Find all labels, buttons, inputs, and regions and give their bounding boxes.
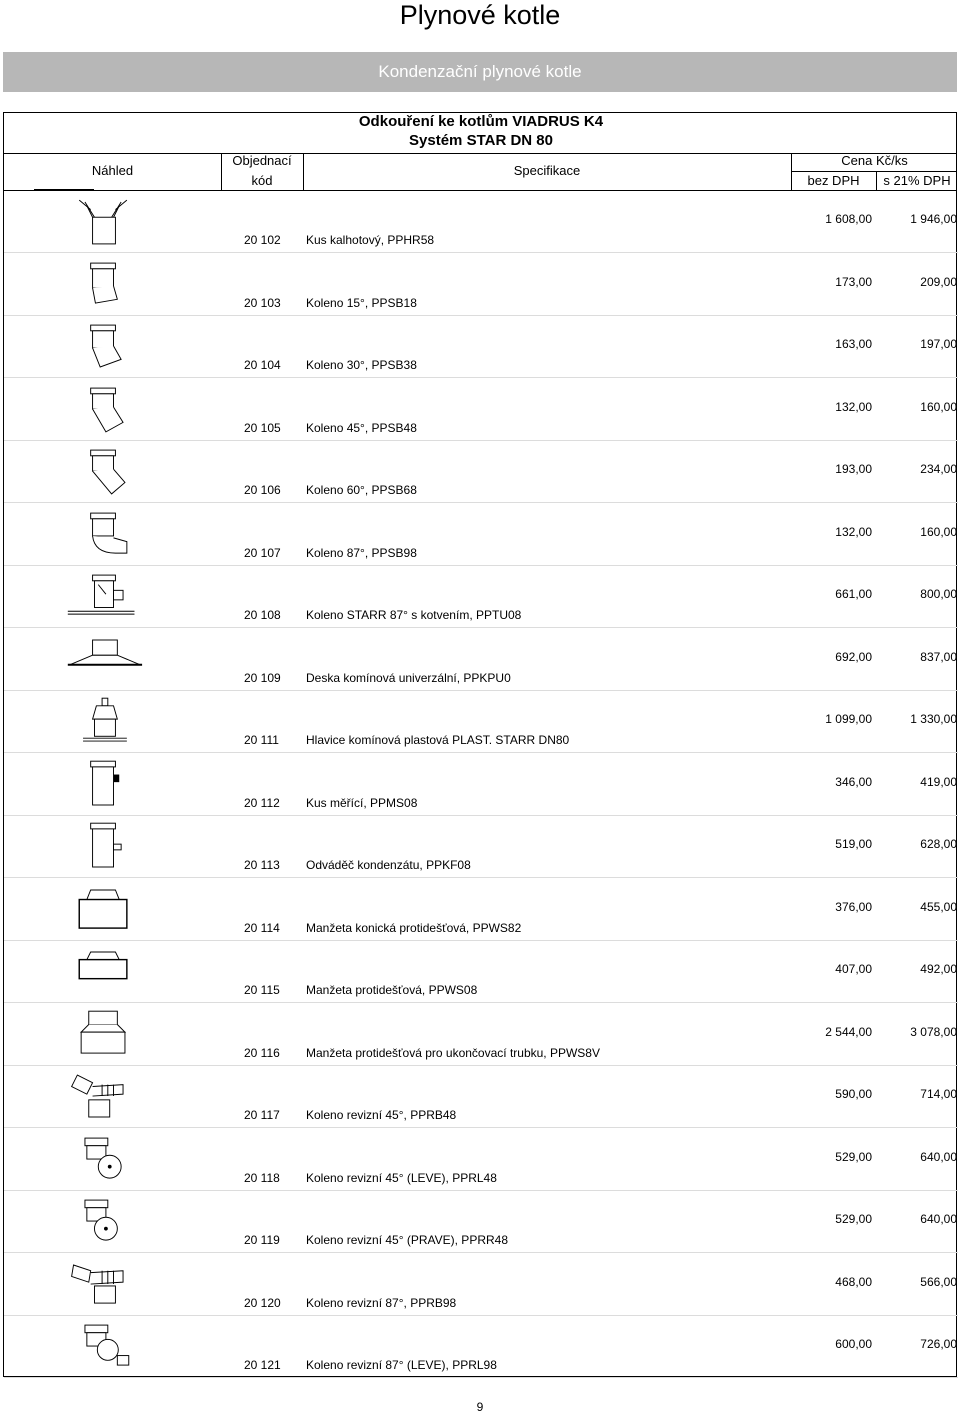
specification: Koleno 87°, PPSB98 (306, 545, 417, 560)
price-table (3, 112, 957, 1377)
table-row (4, 1191, 958, 1253)
table-subtitle: Systém STAR DN 80 (409, 132, 553, 149)
inspection-elbow-87-icon (64, 1258, 144, 1312)
col-header-price: Cena Kč/ks (841, 153, 908, 168)
price-with-vat: 640,00 (920, 1149, 957, 1164)
table-row (4, 879, 958, 941)
price-no-vat: 132,00 (835, 399, 872, 414)
page-number: 9 (476, 1400, 484, 1414)
price-with-vat: 726,00 (920, 1337, 957, 1351)
order-code: 20 102 (244, 233, 281, 247)
price-no-vat: 529,00 (835, 1149, 872, 1164)
price-with-vat: 566,00 (920, 1274, 957, 1289)
elbow-15-icon (64, 258, 144, 312)
col-header-price-vat: s 21% DPH (883, 173, 951, 188)
specification: Manžeta protidešťová pro ukončovací trubku, PPWS8V (306, 1045, 600, 1060)
table-row (4, 566, 958, 628)
price-with-vat: 419,00 (920, 774, 957, 789)
specification: Koleno revizní 87° (LEVE), PPRL98 (306, 1358, 497, 1372)
price-no-vat: 468,00 (835, 1274, 872, 1289)
table-title: Odkouření ke kotlům VIADRUS K4 (358, 113, 604, 130)
condensate-drain-icon (64, 820, 144, 874)
col-header-code-2: kód (251, 173, 273, 188)
order-code: 20 105 (244, 420, 281, 435)
price-no-vat: 376,00 (835, 899, 872, 914)
price-with-vat: 455,00 (920, 899, 957, 914)
specification: Koleno revizní 45° (PRAVE), PPRR48 (306, 1233, 508, 1247)
table-row (4, 504, 958, 566)
order-code: 20 116 (244, 1045, 280, 1060)
order-code: 20 115 (244, 983, 280, 997)
chimney-plate-icon (64, 633, 144, 687)
elbow-87-icon (64, 508, 144, 562)
price-no-vat: 519,00 (835, 837, 872, 851)
price-no-vat: 173,00 (835, 274, 872, 289)
col-header-price-no-vat: bez DPH (807, 173, 860, 188)
table-row (4, 941, 958, 1003)
terminal-collar-icon (64, 1008, 144, 1062)
price-with-vat: 209,00 (920, 274, 957, 289)
specification: Manžeta protidešťová, PPWS08 (306, 983, 478, 997)
order-code: 20 118 (244, 1170, 280, 1185)
inspection-elbow-45-right-icon (64, 1195, 144, 1249)
col-header-preview: Náhled (91, 163, 134, 178)
price-no-vat: 600,00 (835, 1337, 872, 1351)
section-banner: Kondenzační plynové kotle (3, 52, 957, 92)
price-with-vat: 800,00 (920, 587, 957, 601)
inspection-elbow-45-left-icon (64, 1133, 144, 1187)
price-with-vat: 3 078,00 (910, 1024, 957, 1039)
col-header-code-1: Objednací (232, 153, 292, 168)
price-no-vat: 661,00 (835, 587, 872, 601)
table-row (4, 754, 958, 816)
specification: Manžeta konická protidešťová, PPWS82 (306, 920, 522, 935)
table-row (4, 191, 958, 253)
order-code: 20 106 (244, 483, 281, 497)
order-code: 20 121 (244, 1358, 281, 1372)
price-with-vat: 492,00 (920, 962, 957, 976)
price-with-vat: 1 330,00 (910, 712, 957, 726)
table-row (4, 1254, 958, 1316)
price-with-vat: 714,00 (920, 1087, 957, 1101)
price-with-vat: 640,00 (920, 1212, 957, 1226)
table-row (4, 254, 958, 316)
order-code: 20 119 (244, 1233, 280, 1247)
col-header-spec: Specifikace (513, 163, 581, 178)
specification: Kus měřící, PPMS08 (306, 795, 418, 810)
price-with-vat: 160,00 (920, 399, 957, 414)
order-code: 20 113 (244, 858, 280, 872)
order-code: 20 117 (244, 1108, 280, 1122)
table-row (4, 1066, 958, 1128)
order-code: 20 107 (244, 545, 281, 560)
specification: Koleno 60°, PPSB68 (306, 483, 417, 497)
order-code: 20 109 (244, 670, 281, 685)
specification: Koleno revizní 45° (LEVE), PPRL48 (306, 1170, 497, 1185)
table-row (4, 691, 958, 753)
order-code: 20 111 (244, 733, 279, 747)
price-with-vat: 234,00 (920, 462, 957, 476)
price-no-vat: 529,00 (835, 1212, 872, 1226)
pipe-wye-icon (64, 195, 144, 249)
specification: Koleno revizní 87°, PPRB98 (306, 1295, 457, 1310)
table-row (4, 816, 958, 878)
order-code: 20 120 (244, 1295, 281, 1310)
order-code: 20 108 (244, 608, 281, 622)
conical-collar-icon (64, 883, 144, 937)
specification: Koleno STARR 87° s kotvením, PPTU08 (306, 608, 522, 622)
table-row (4, 1129, 958, 1191)
specification: Koleno 30°, PPSB38 (306, 358, 417, 372)
price-no-vat: 163,00 (835, 337, 872, 351)
price-no-vat: 407,00 (835, 962, 872, 976)
order-code: 20 104 (244, 358, 281, 372)
specification: Hlavice komínová plastová PLAST. STARR DN80 (306, 733, 570, 747)
price-no-vat: 590,00 (835, 1087, 872, 1101)
inspection-elbow-87-left-icon (64, 1320, 144, 1374)
price-with-vat: 197,00 (920, 337, 957, 351)
price-no-vat: 1 608,00 (825, 212, 872, 226)
specification: Kus kalhotový, PPHR58 (306, 233, 435, 247)
rain-collar-icon (64, 945, 144, 999)
order-code: 20 114 (244, 920, 280, 935)
chimney-cap-icon (64, 695, 144, 749)
table-row (4, 379, 958, 441)
measuring-piece-icon (64, 758, 144, 812)
price-no-vat: 346,00 (835, 774, 872, 789)
elbow-30-icon (64, 320, 144, 374)
price-with-vat: 160,00 (920, 524, 957, 539)
inspection-elbow-45-icon (64, 1070, 144, 1124)
price-no-vat: 2 544,00 (825, 1024, 872, 1039)
table-row (4, 316, 958, 378)
table-row (4, 629, 958, 691)
price-with-vat: 1 946,00 (910, 212, 957, 226)
page-title: Plynové kotle (399, 0, 561, 30)
order-code: 20 112 (244, 795, 280, 810)
elbow-45-icon (64, 383, 144, 437)
elbow-60-icon (64, 445, 144, 499)
price-with-vat: 837,00 (920, 649, 957, 664)
price-with-vat: 628,00 (920, 837, 957, 851)
table-row (4, 1316, 958, 1378)
anchored-elbow-icon (64, 570, 144, 624)
specification: Koleno 15°, PPSB18 (306, 295, 417, 310)
price-no-vat: 132,00 (835, 524, 872, 539)
specification: Koleno 45°, PPSB48 (306, 420, 417, 435)
row-divider (4, 1377, 958, 1378)
order-code: 20 103 (244, 295, 281, 310)
specification: Koleno revizní 45°, PPRB48 (306, 1108, 457, 1122)
table-row (4, 441, 958, 503)
price-no-vat: 692,00 (835, 649, 872, 664)
price-no-vat: 193,00 (835, 462, 872, 476)
specification: Deska komínová univerzální, PPKPU0 (306, 670, 511, 685)
table-row (4, 1004, 958, 1066)
specification: Odváděč kondenzátu, PPKF08 (306, 858, 471, 872)
price-no-vat: 1 099,00 (825, 712, 872, 726)
